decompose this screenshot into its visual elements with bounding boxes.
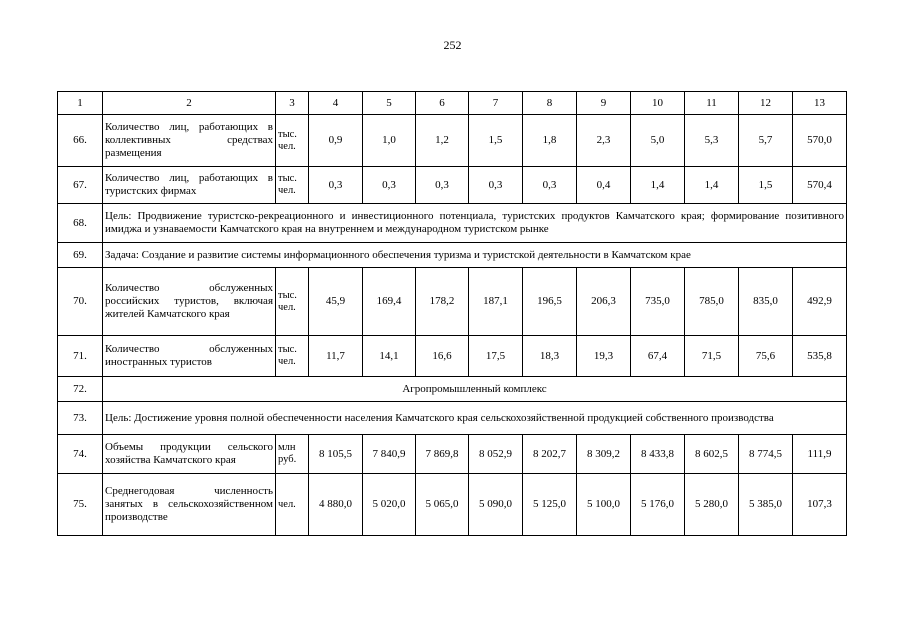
table-row xyxy=(58,402,847,435)
column-header: 11 xyxy=(685,92,739,115)
value-cell: 1,0 xyxy=(363,115,416,167)
value-cell: 1,2 xyxy=(416,115,469,167)
value-cell: 8 602,5 xyxy=(685,435,739,474)
goal-text: Цель: Продвижение туристско-рекреационного и инвестиционного потенциала, туристских продуктов Камчатского края; формирование позитивного имиджа и узнаваемости Камчатского края на внутреннем и международном туристском рынке xyxy=(103,204,847,243)
unit-cell: млн руб. xyxy=(276,435,309,474)
value-cell: 8 309,2 xyxy=(577,435,631,474)
value-cell: 5 385,0 xyxy=(739,474,793,536)
value-cell: 5,3 xyxy=(685,115,739,167)
indicator-name: Количество лиц, работающих в туристских фирмах xyxy=(103,167,276,204)
indicators-table xyxy=(57,91,847,536)
table-row xyxy=(58,115,847,167)
value-cell: 11,7 xyxy=(309,336,363,377)
value-cell: 8 105,5 xyxy=(309,435,363,474)
unit-cell: тыс. чел. xyxy=(276,167,309,204)
section-title: Агропромышленный комплекс xyxy=(103,377,847,402)
row-number: 67. xyxy=(58,167,103,204)
table-row xyxy=(58,377,847,402)
value-cell: 5 176,0 xyxy=(631,474,685,536)
goal-text: Задача: Создание и развитие системы информационного обеспечения туризма и туристской деятельности в Камчатском крае xyxy=(103,243,847,268)
value-cell: 0,3 xyxy=(363,167,416,204)
value-cell: 1,4 xyxy=(631,167,685,204)
value-cell: 7 840,9 xyxy=(363,435,416,474)
value-cell: 169,4 xyxy=(363,268,416,336)
value-cell: 5 280,0 xyxy=(685,474,739,536)
indicator-name: Среднегодовая численность занятых в сельскохозяйственном производстве xyxy=(103,474,276,536)
row-number: 71. xyxy=(58,336,103,377)
value-cell: 8 774,5 xyxy=(739,435,793,474)
value-cell: 8 052,9 xyxy=(469,435,523,474)
column-header: 9 xyxy=(577,92,631,115)
column-header: 6 xyxy=(416,92,469,115)
value-cell: 178,2 xyxy=(416,268,469,336)
value-cell: 8 433,8 xyxy=(631,435,685,474)
value-cell: 785,0 xyxy=(685,268,739,336)
row-number: 69. xyxy=(58,243,103,268)
row-number: 72. xyxy=(58,377,103,402)
value-cell: 1,8 xyxy=(523,115,577,167)
unit-cell: тыс. чел. xyxy=(276,268,309,336)
table-row xyxy=(58,474,847,536)
value-cell: 835,0 xyxy=(739,268,793,336)
column-header: 12 xyxy=(739,92,793,115)
page-number: 252 xyxy=(443,38,462,52)
value-cell: 206,3 xyxy=(577,268,631,336)
value-cell: 107,3 xyxy=(793,474,847,536)
value-cell: 14,1 xyxy=(363,336,416,377)
value-cell: 5 090,0 xyxy=(469,474,523,536)
value-cell: 5 125,0 xyxy=(523,474,577,536)
value-cell: 67,4 xyxy=(631,336,685,377)
indicator-name: Количество обслуженных российских туристов, включая жителей Камчатского края xyxy=(103,268,276,336)
value-cell: 8 202,7 xyxy=(523,435,577,474)
value-cell: 1,4 xyxy=(685,167,739,204)
row-number: 66. xyxy=(58,115,103,167)
value-cell: 0,3 xyxy=(469,167,523,204)
column-header: 2 xyxy=(103,92,276,115)
value-cell: 16,6 xyxy=(416,336,469,377)
indicator-name: Объемы продукции сельского хозяйства Камчатского края xyxy=(103,435,276,474)
value-cell: 75,6 xyxy=(739,336,793,377)
table-row xyxy=(58,336,847,377)
value-cell: 18,3 xyxy=(523,336,577,377)
column-header: 8 xyxy=(523,92,577,115)
value-cell: 0,3 xyxy=(523,167,577,204)
value-cell: 5,0 xyxy=(631,115,685,167)
column-header: 5 xyxy=(363,92,416,115)
table-row xyxy=(58,167,847,204)
table-row xyxy=(58,435,847,474)
row-number: 70. xyxy=(58,268,103,336)
value-cell: 7 869,8 xyxy=(416,435,469,474)
unit-cell: тыс. чел. xyxy=(276,115,309,167)
value-cell: 570,4 xyxy=(793,167,847,204)
value-cell: 1,5 xyxy=(739,167,793,204)
header-row xyxy=(58,92,847,115)
table-row xyxy=(58,268,847,336)
row-number: 75. xyxy=(58,474,103,536)
unit-cell: чел. xyxy=(276,474,309,536)
row-number: 73. xyxy=(58,402,103,435)
value-cell: 492,9 xyxy=(793,268,847,336)
column-header: 1 xyxy=(58,92,103,115)
value-cell: 71,5 xyxy=(685,336,739,377)
table-row xyxy=(58,204,847,243)
value-cell: 0,3 xyxy=(309,167,363,204)
column-header: 10 xyxy=(631,92,685,115)
value-cell: 19,3 xyxy=(577,336,631,377)
value-cell: 0,4 xyxy=(577,167,631,204)
value-cell: 5 065,0 xyxy=(416,474,469,536)
value-cell: 2,3 xyxy=(577,115,631,167)
goal-text: Цель: Достижение уровня полной обеспеченности населения Камчатского края сельскохозяйственной продукцией собственного производства xyxy=(103,402,847,435)
value-cell: 0,3 xyxy=(416,167,469,204)
value-cell: 570,0 xyxy=(793,115,847,167)
column-header: 13 xyxy=(793,92,847,115)
value-cell: 5 020,0 xyxy=(363,474,416,536)
unit-cell: тыс. чел. xyxy=(276,336,309,377)
value-cell: 735,0 xyxy=(631,268,685,336)
indicator-name: Количество лиц, работающих в коллективных средствах размещения xyxy=(103,115,276,167)
value-cell: 5 100,0 xyxy=(577,474,631,536)
value-cell: 17,5 xyxy=(469,336,523,377)
column-header: 7 xyxy=(469,92,523,115)
value-cell: 4 880,0 xyxy=(309,474,363,536)
value-cell: 0,9 xyxy=(309,115,363,167)
row-number: 68. xyxy=(58,204,103,243)
row-number: 74. xyxy=(58,435,103,474)
value-cell: 187,1 xyxy=(469,268,523,336)
column-header: 3 xyxy=(276,92,309,115)
value-cell: 1,5 xyxy=(469,115,523,167)
value-cell: 45,9 xyxy=(309,268,363,336)
table-row xyxy=(58,243,847,268)
value-cell: 535,8 xyxy=(793,336,847,377)
value-cell: 196,5 xyxy=(523,268,577,336)
column-header: 4 xyxy=(309,92,363,115)
value-cell: 5,7 xyxy=(739,115,793,167)
indicator-name: Количество обслуженных иностранных туристов xyxy=(103,336,276,377)
value-cell: 111,9 xyxy=(793,435,847,474)
